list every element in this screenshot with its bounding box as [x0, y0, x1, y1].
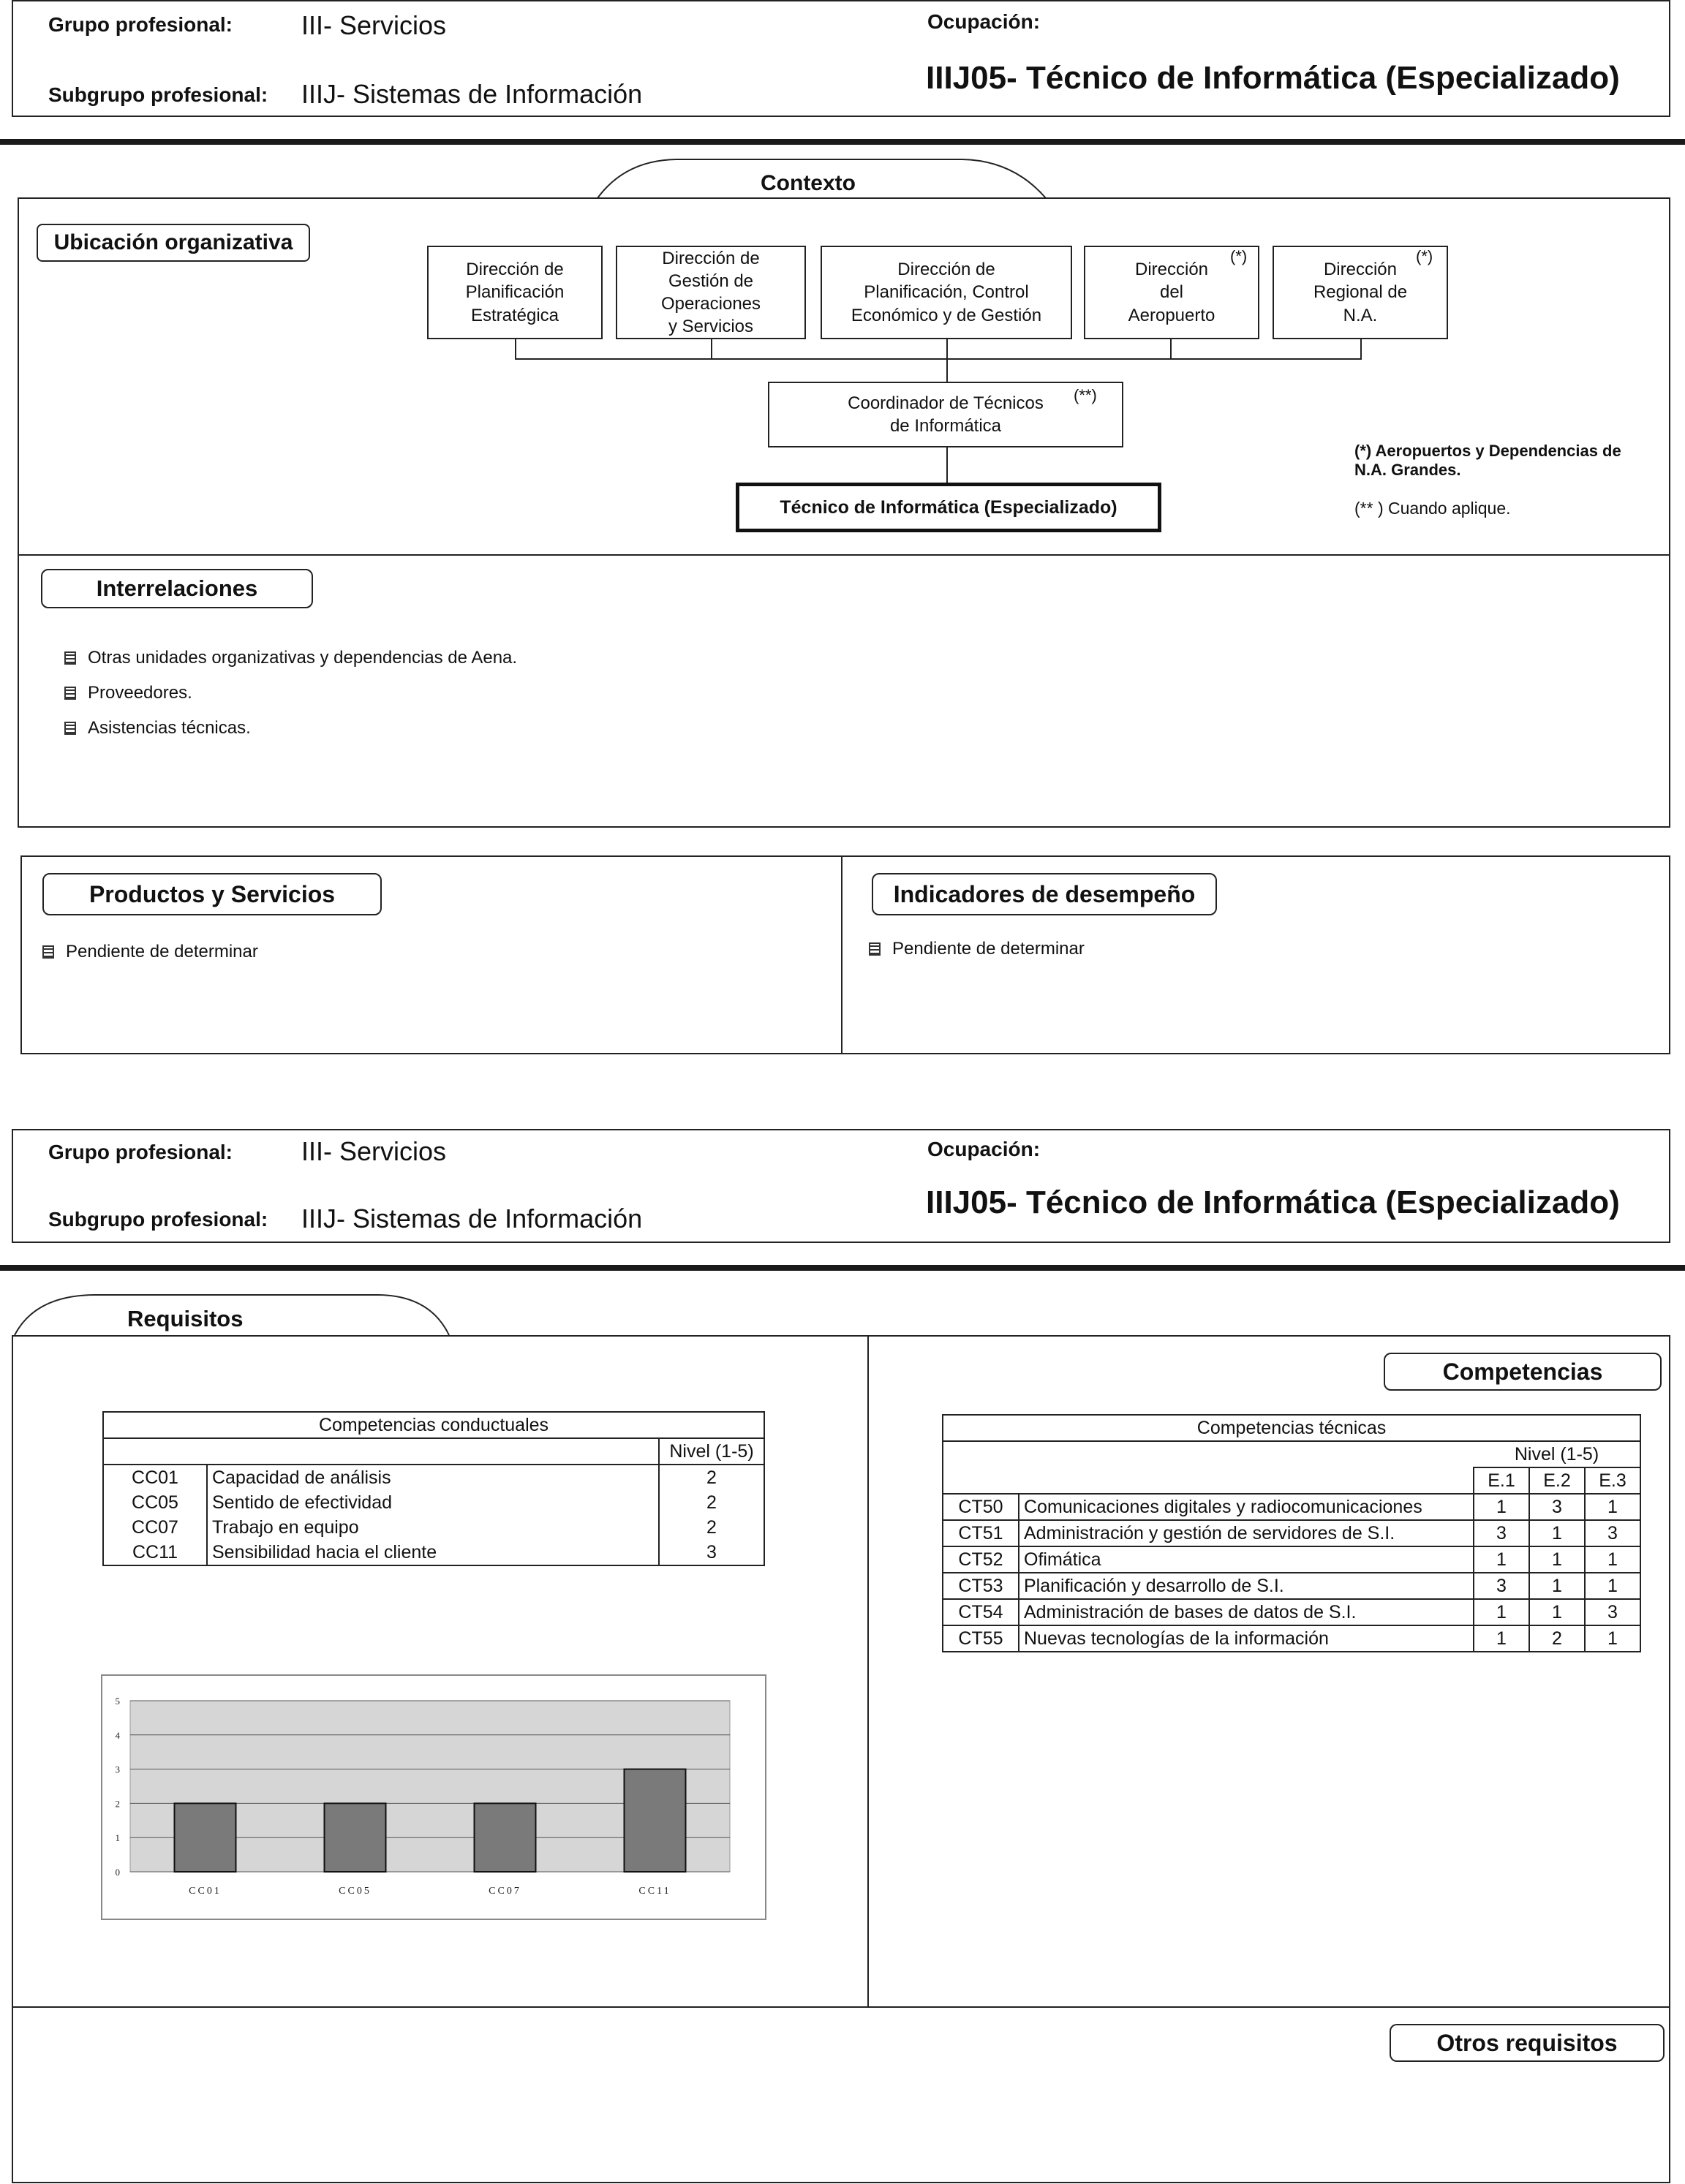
header-rule-1: [0, 139, 1685, 145]
org-box-coordinador-note: (**): [1074, 386, 1097, 404]
org-connector: [1360, 339, 1362, 360]
requisitos-divider-v: [867, 1335, 869, 2008]
x-tick-label: CC11: [638, 1886, 671, 1897]
subgrupo-label: Subgrupo profesional:: [48, 1208, 268, 1231]
table-row: CC07 Trabajo en equipo 2: [103, 1515, 764, 1540]
table-row: CT54 Administración de bases de datos de S.I. 1 1 3: [943, 1599, 1640, 1625]
subgrupo-label: Subgrupo profesional:: [48, 83, 268, 106]
org-box-coordinador: Coordinador de Técnicos de Informática: [768, 382, 1123, 447]
conductuales-nivel: Nivel (1-5): [659, 1438, 764, 1465]
ocupacion-value: IIIJ05- Técnico de Informática (Especializado): [926, 1184, 1620, 1220]
bar-cc11: [625, 1769, 686, 1872]
tecnicas-title: Competencias técnicas: [943, 1415, 1640, 1441]
grupo-label: Grupo profesional:: [48, 13, 233, 36]
requisitos-title: Requisitos: [127, 1306, 244, 1331]
table-row: CT55 Nuevas tecnologías de la información 1 2 1: [943, 1625, 1640, 1652]
y-tick-label: 2: [115, 1798, 120, 1810]
footnote-cuando-aplique: (** ) Cuando aplique.: [1354, 499, 1511, 518]
grupo-value: III- Servicios: [301, 10, 447, 40]
org-connector: [711, 339, 712, 360]
org-box-tecnico: Técnico de Informática (Especializado): [736, 483, 1161, 532]
org-box-planificacion-estrategica: Dirección de Planificación Estratégica: [427, 246, 603, 339]
table-row: CT52 Ofimática 1 1 1: [943, 1546, 1640, 1573]
org-box-gestion-operaciones: Dirección de Gestión de Operaciones y Servicios: [616, 246, 806, 339]
org-connector: [515, 339, 516, 360]
document-icon: [64, 651, 76, 665]
productos-item: Pendiente de determinar: [42, 942, 258, 962]
productos-title: Productos y Servicios: [42, 873, 382, 915]
document-icon: [42, 945, 54, 959]
org-box-regional: Dirección Regional de N.A.: [1273, 246, 1448, 339]
competencias-title: Competencias: [1384, 1353, 1662, 1391]
x-tick-label: CC07: [489, 1886, 521, 1897]
indicadores-title: Indicadores de desempeño: [872, 873, 1217, 915]
bar-cc01: [175, 1803, 236, 1872]
competencias-chart: [101, 1674, 766, 1920]
table-row: CC05 Sentido de efectividad 2: [103, 1490, 764, 1515]
org-box-aeropuerto: Dirección del Aeropuerto: [1084, 246, 1259, 339]
y-tick-label: 3: [115, 1764, 120, 1775]
x-tick-label: CC01: [189, 1886, 222, 1897]
conductuales-title: Competencias conductuales: [103, 1412, 764, 1438]
interrelacion-item: Proveedores.: [64, 683, 192, 703]
org-box-planificacion-control: Dirección de Planificación, Control Económico y de Gestión: [821, 246, 1072, 339]
contexto-divider: [18, 554, 1670, 556]
tecnicas-table: Competencias técnicas Nivel (1-5) E.1 E.2 E.3 CT50 Comunicaciones digitales y radiocomunicaciones 1 3 1 CT51 Administración y gestión de servidores de S.I. 3 1 3 CT52 Ofimática 1 1 1 CT53 Planificación y desarrollo de S.I. 3 1 1 CT54 Administración de bases de datos de S.I. 1 1 3 CT55 Nuevas tecnologías de la información 1 2 1: [942, 1414, 1641, 1652]
productos-divider: [841, 855, 842, 1054]
y-tick-label: 0: [115, 1867, 120, 1878]
ocupacion-value: IIIJ05- Técnico de Informática (Especializado): [926, 60, 1620, 96]
grupo-value: III- Servicios: [301, 1136, 447, 1166]
y-tick-label: 5: [115, 1696, 120, 1707]
contexto-title: Contexto: [761, 171, 856, 195]
requisitos-divider-h: [12, 2006, 1670, 2008]
x-tick-label: CC05: [339, 1886, 372, 1897]
subgrupo-value: IIIJ- Sistemas de Información: [301, 79, 643, 109]
interrelaciones-title: Interrelaciones: [41, 569, 313, 608]
table-row: CT53 Planificación y desarrollo de S.I. 3 1 1: [943, 1573, 1640, 1599]
conductuales-table: [102, 1411, 765, 1566]
grupo-label: Grupo profesional:: [48, 1141, 233, 1163]
header-rule-2: [0, 1265, 1685, 1271]
document-icon: [869, 942, 881, 956]
table-row: CT50 Comunicaciones digitales y radiocomunicaciones 1 3 1: [943, 1494, 1640, 1520]
y-tick-label: 4: [115, 1729, 120, 1741]
otros-requisitos-title: Otros requisitos: [1390, 2024, 1665, 2062]
document-icon: [64, 722, 76, 735]
table-row: CT51 Administración y gestión de servidores de S.I. 3 1 3: [943, 1520, 1640, 1546]
interrelacion-item: Otras unidades organizativas y dependencias de Aena.: [64, 648, 517, 668]
ocupacion-label: Ocupación:: [927, 1138, 1041, 1160]
org-box-regional-note: (*): [1416, 247, 1433, 265]
subgrupo-value: IIIJ- Sistemas de Información: [301, 1204, 643, 1233]
org-box-aeropuerto-note: (*): [1230, 247, 1248, 265]
tecnicas-nivel: Nivel (1-5): [1474, 1441, 1640, 1467]
ubicacion-title: Ubicación organizativa: [37, 224, 310, 262]
document-icon: [64, 687, 76, 700]
footnote-aeropuertos: (*) Aeropuertos y Dependencias de N.A. Grandes.: [1354, 442, 1621, 480]
bar-cc05: [325, 1803, 386, 1872]
table-row: CC01 Capacidad de análisis 2: [103, 1465, 764, 1490]
bar-cc07: [475, 1803, 536, 1872]
org-connector: [946, 446, 948, 484]
org-connector: [1170, 339, 1172, 360]
ocupacion-label: Ocupación:: [927, 10, 1041, 33]
y-tick-label: 1: [115, 1832, 120, 1844]
org-connector: [946, 339, 948, 383]
org-connector: [515, 358, 1362, 360]
interrelacion-item: Asistencias técnicas.: [64, 718, 251, 738]
table-row: CC11 Sensibilidad hacia el cliente 3: [103, 1540, 764, 1565]
indicadores-item: Pendiente de determinar: [869, 939, 1085, 959]
